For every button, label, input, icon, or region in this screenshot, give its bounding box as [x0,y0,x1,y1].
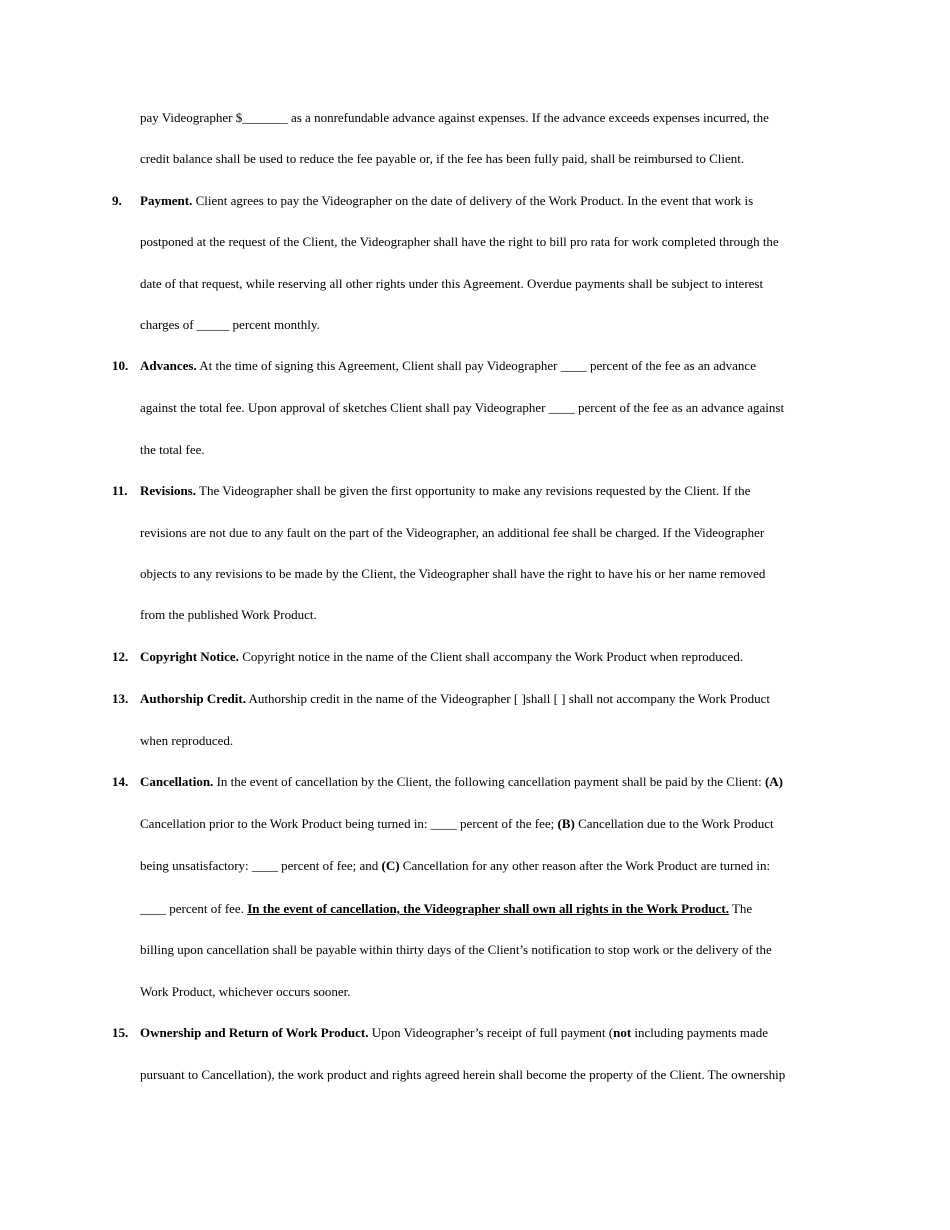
section-15-heading: Ownership and Return of Work Product. [140,1025,369,1040]
intro-line-2: credit balance shall be used to reduce the fee payable or, if the fee has been fully paid, shall be reimbursed to Client. [140,151,745,166]
section-14-line-6: Work Product, whichever occurs sooner. [140,984,351,999]
section-13-line-1-text: Authorship credit in the name of the Videographer [ ]shall [ ] shall not accompany the Work Product [245,691,771,706]
section-14-line-1-text: In the event of cancellation by the Client, the following cancellation payment shall be paid by the Client: [213,774,765,789]
section-15-line-1-text-2: including payments made [631,1025,768,1040]
section-13-line-1 [140,691,770,707]
section-13-number: 13. [112,691,129,706]
section-15-line-1-bold: not [613,1025,632,1040]
section-14-number: 14. [112,774,129,789]
section-9-line-3: date of that request, while reserving all other rights under this Agreement. Overdue payments shall be subject to interest [140,276,764,291]
section-14-line-2-text-1: Cancellation prior to the Work Product being turned in: ____ percent of the fee; [140,816,558,831]
section-14-line-5: billing upon cancellation shall be payable within thirty days of the Client’s notification to stop work or the delivery of the [140,942,772,957]
section-11-line-1 [140,483,750,499]
section-15-line-1-text-1: Upon Videographer’s receipt of full payment ( [368,1025,614,1040]
section-14-line-2-text-2: Cancellation due to the Work Product [574,816,774,831]
section-9-heading: Payment. [140,193,193,208]
section-9-line-2: postponed at the request of the Client, the Videographer shall have the right to bill pro rata for work completed through the [140,234,779,249]
section-12-line-1 [140,649,743,665]
section-9-line-4: charges of _____ percent monthly. [140,317,320,332]
section-14-line-3 [140,858,770,874]
section-10-line-3: the total fee. [140,442,205,457]
section-14-emphasis: In the event of cancellation, the Videographer shall own all rights in the Work Product. [247,901,729,916]
intro-line-1: pay Videographer $_______ as a nonrefundable advance against expenses. If the advance exceeds expenses incurred, the [140,110,769,125]
section-15-number: 15. [112,1025,129,1040]
section-10-line-1 [140,358,756,374]
section-10-line-1-text: At the time of signing this Agreement, Client shall pay Videographer ____ percent of the fee as an advance [196,358,756,373]
section-11-line-1-text: The Videographer shall be given the first opportunity to make any revisions requested by the Client. If the [195,483,751,498]
section-14-line-3-text-1: being unsatisfactory: ____ percent of fee; and [140,858,382,873]
section-11-line-2: revisions are not due to any fault on the part of the Videographer, an additional fee shall be charged. If the Videographer [140,525,765,540]
section-11-number: 11. [112,483,128,498]
section-14-line-4-text-1: ____ percent of fee. [140,901,248,916]
section-9-line-1-text: Client agrees to pay the Videographer on the date of delivery of the Work Product. In the event that work is [192,193,754,208]
section-15-line-1 [140,1025,768,1041]
section-14-label-b: (B) [557,816,575,831]
section-11-line-3: objects to any revisions to be made by the Client, the Videographer shall have the right to have his or her name removed [140,566,766,581]
section-14-line-4-text-2: The [728,901,753,916]
section-11-line-4: from the published Work Product. [140,607,317,622]
section-12-line-1-text: Copyright notice in the name of the Client shall accompany the Work Product when reproduced. [238,649,744,664]
section-9-number: 9. [112,193,122,208]
section-14-line-2 [140,816,774,832]
section-9-line-1 [140,193,753,209]
section-14-label-a: (A) [764,774,783,789]
section-13-line-2: when reproduced. [140,733,234,748]
section-12-number: 12. [112,649,129,664]
section-14-line-1 [140,774,783,790]
section-10-line-2: against the total fee. Upon approval of sketches Client shall pay Videographer ____ percent of the fee as an advance against [140,400,785,415]
section-14-line-3-text-2: Cancellation for any other reason after the Work Product are turned in: [399,858,771,873]
section-10-number: 10. [112,358,129,373]
section-10-heading: Advances. [140,358,197,373]
section-14-heading: Cancellation. [140,774,214,789]
section-13-heading: Authorship Credit. [140,691,246,706]
section-12-heading: Copyright Notice. [140,649,239,664]
section-11-heading: Revisions. [140,483,196,498]
section-14-label-c: (C) [381,858,400,873]
section-14-line-4 [140,901,752,917]
section-15-line-2: pursuant to Cancellation), the work product and rights agreed herein shall become the property of the Client. The ownership [140,1067,786,1082]
